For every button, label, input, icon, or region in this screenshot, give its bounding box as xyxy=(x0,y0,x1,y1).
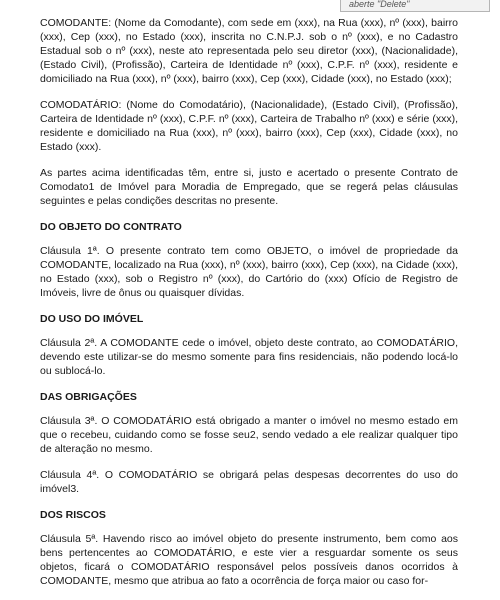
comodante-paragraph: COMODANTE: (Nome da Comodante), com sede em (xxx), na Rua (xxx), nº (xxx), bairro (xxx), Cep (xxx), no Estado (xxx), inscrita no C.N.P.J. sob o nº (xxx), e no Cadastro Estadual sob o nº (xxx), neste ato representada pelo seu diretor (xxx), (Nacionalidade), (Estado Civil), (Profissão), Carteira de Identidade nº (xxx), C.P.F. nº (xxx), residente e domiciliado na Rua (xxx), nº (xxx), bairro (xxx), Cep (xxx), Cidade (xxx), no Estado (xxx); xyxy=(40,17,458,85)
section-heading-uso: DO USO DO IMÓVEL xyxy=(40,313,144,325)
section-heading-objeto: DO OBJETO DO CONTRATO xyxy=(40,221,182,233)
section-heading-obrigacoes: DAS OBRIGAÇÕES xyxy=(40,391,137,403)
clause-1: Cláusula 1ª. O presente contrato tem como OBJETO, o imóvel de propriedade da COMODANTE, localizado na Rua (xxx), nº (xxx), bairro (xxx), Cep (xxx), na Cidade (xxx), no Estado (xxx), sob o Registro nº (xxx), do Cartório do (xxx) Ofício de Registro de Imóveis, livre de ônus ou quaisquer dívidas. xyxy=(40,245,458,299)
clause-2: Cláusula 2ª. A COMODANTE cede o imóvel, objeto deste contrato, ao COMODATÁRIO, devendo este utilizar-se do mesmo somente para fins residenciais, não podendo locá-lo ou sublocá-lo. xyxy=(40,337,458,377)
comment-note: aberte "Delete" xyxy=(340,0,490,12)
clause-5: Cláusula 5ª. Havendo risco ao imóvel objeto do presente instrumento, bem como aos bens pertencentes ao COMODATÁRIO, e este vier a resguardar somente os seus objetos, ficará o COMODATÁRIO responsável pelos possíveis danos ocorridos à COMODANTE, mesmo que atribua ao fato a ocorrência de força maior ou caso for- xyxy=(40,533,458,587)
clause-3: Cláusula 3ª. O COMODATÁRIO está obrigado a manter o imóvel no mesmo estado em que o recebeu, cuidando como se fosse seu2, sendo vedado a ele realizar qualquer tipo de alteração no mesmo. xyxy=(40,415,458,455)
agreement-paragraph: As partes acima identificadas têm, entre si, justo e acertado o presente Contrato de Comodato1 de Imóvel para Moradia de Empregado, que se regerá pelas cláusulas seguintes e pelas condições descritas no presente. xyxy=(40,167,458,207)
contract-body xyxy=(40,16,458,600)
clause-4: Cláusula 4ª. O COMODATÁRIO se obrigará pelas despesas decorrentes do uso do imóvel3. xyxy=(40,469,458,495)
section-heading-riscos: DOS RISCOS xyxy=(40,509,106,521)
comodatario-paragraph: COMODATÁRIO: (Nome do Comodatário), (Nacionalidade), (Estado Civil), (Profissão), Carteira de Identidade nº (xxx), C.P.F. nº (xxx), Carteira de Trabalho nº (xxx) e série (xxx), residente e domiciliado na Rua (xxx), nº (xxx), bairro (xxx), Cep (xxx), Cidade (xxx), no Estado (xxx). xyxy=(40,99,458,153)
